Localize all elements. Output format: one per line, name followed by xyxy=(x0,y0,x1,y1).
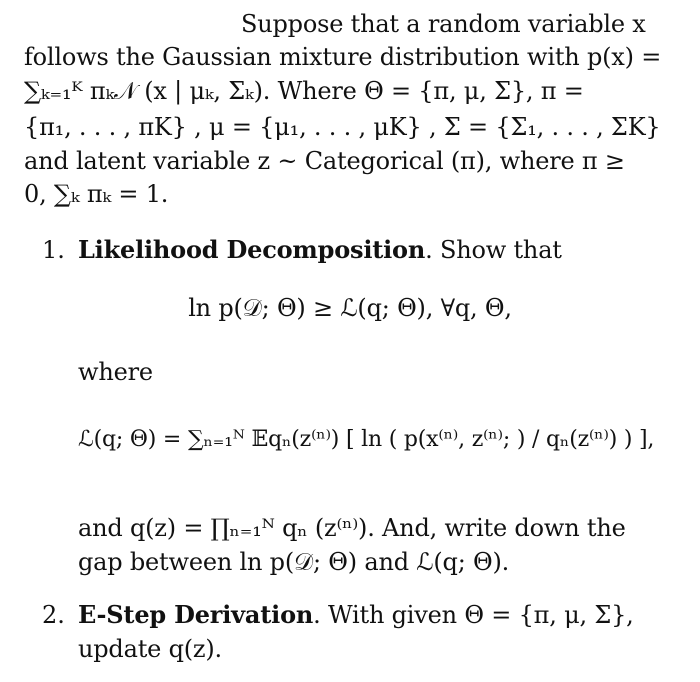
item-1-tail-2: gap between ln p(𝒟; Θ) and ℒ(q; Θ). xyxy=(78,548,510,576)
intro-line-3: ∑ₖ₌₁ᴷ πₖ𝒩 (x | μₖ, Σₖ). Where Θ = {π, μ, Σ}, π = xyxy=(24,77,584,105)
item-1-where: where xyxy=(78,358,153,386)
item-2-heading xyxy=(78,599,634,631)
item-2-title: E-Step Derivation xyxy=(78,600,314,629)
item-1-equation: ln p(𝒟; Θ) ≥ ℒ(q; Θ), ∀q, Θ, xyxy=(188,294,512,322)
intro-line-6: 0, ∑ₖ πₖ = 1. xyxy=(24,180,169,208)
intro-line-2: follows the Gaussian mixture distribution with p(x) = xyxy=(24,43,662,71)
item-2-tail: update q(z). xyxy=(78,635,222,663)
item-1-text: . Show that xyxy=(425,236,562,264)
item-1-definition: ℒ(q; Θ) = ∑ₙ₌₁ᴺ 𝔼qₙ(z⁽ⁿ⁾) [ ln ( p(x⁽ⁿ⁾, z⁽ⁿ⁾; ) / qₙ(z⁽ⁿ⁾) ) ], xyxy=(78,427,655,452)
item-1-heading xyxy=(78,234,562,266)
intro-line-4: {π₁, . . . , πK} , μ = {μ₁, . . . , μK} , Σ = {Σ₁, . . . , ΣK} xyxy=(24,113,661,141)
item-2-number: 2. xyxy=(42,601,65,629)
item-2-text: . With given Θ = {π, μ, Σ}, xyxy=(313,601,634,629)
intro-line-1: Suppose that a random variable x xyxy=(241,10,646,38)
item-1-tail-1: and q(z) = ∏ₙ₌₁ᴺ qₙ (z⁽ⁿ⁾). And, write down the xyxy=(78,514,626,542)
intro-line-5: and latent variable z ~ Categorical (π), where π ≥ xyxy=(24,147,625,175)
item-1-title: Likelihood Decomposition xyxy=(78,235,426,264)
item-1-number: 1. xyxy=(42,236,65,264)
